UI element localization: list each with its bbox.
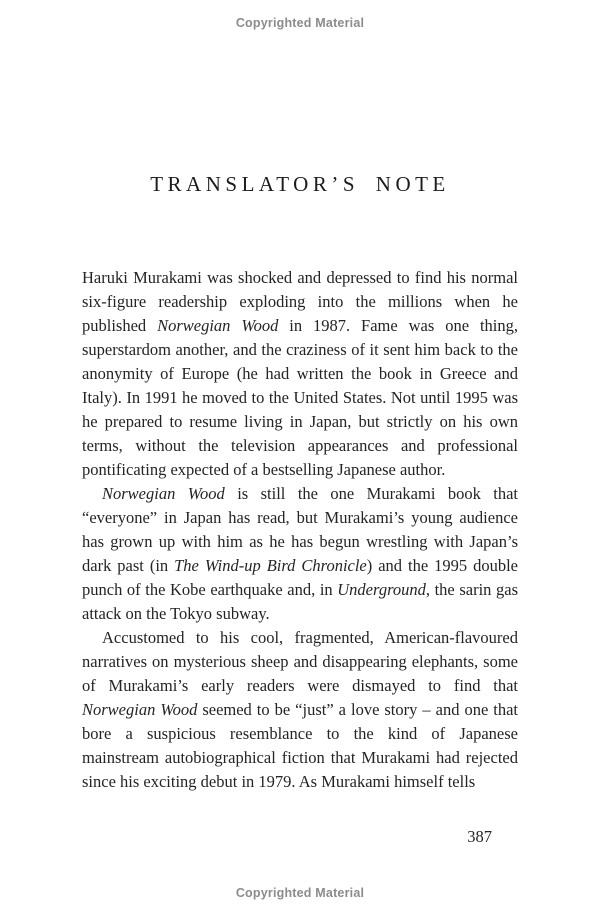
book-title-italic: Norwegian Wood xyxy=(82,700,198,719)
text-run: ) and the 1995 double punch of the Kobe earthquake and, in xyxy=(82,556,518,599)
text-run: seemed to be “just” a love story – and one that bore a suspicious resemblance to the kind of Japanese mainstream autobiographical fiction that Murakami had rejected since his exciting debut in 1979. As Murakami himself tells xyxy=(82,700,518,791)
text-run: , the sarin gas attack on the Tokyo subway. xyxy=(82,580,518,623)
text-run: is still the one Murakami book that “everyone” in Japan has read, but Murakami’s young audience has grown up with him as he has begun wrestling with Japan’s dark past (in xyxy=(82,484,519,575)
paragraph xyxy=(82,626,518,794)
book-title-italic: Underground xyxy=(337,580,426,599)
paragraph xyxy=(82,266,518,482)
text-run: in 1987. Fame was one thing, superstardom another, and the craziness of it sent him back to the anonymity of Europe (he had written the book in Greece and Italy). In 1991 he moved to the United States. Not until 1995 was he prepared to resume living in Japan, but strictly on his own terms, without the television appearances and professional pontificating expected of a bestselling Japanese author. xyxy=(82,316,518,479)
body-paragraphs xyxy=(82,266,518,794)
book-title-italic: The Wind-up Bird Chronicle xyxy=(174,556,367,575)
paragraph xyxy=(82,482,518,626)
book-title-italic: Norwegian Wood xyxy=(157,316,279,335)
text-run: Accustomed to his cool, fragmented, American-flavoured narratives on mysterious sheep and disappearing elephants, some of Murakami’s early readers were dismayed to find that xyxy=(82,628,518,695)
chapter-title: TRANSLATOR’S NOTE xyxy=(150,172,450,196)
copyright-notice-top: Copyrighted Material xyxy=(235,16,365,30)
text-run: Haruki Murakami was shocked and depressed to find his normal six-figure readership exploding into the millions when he published xyxy=(82,268,518,335)
book-title-italic: Norwegian Wood xyxy=(102,484,225,503)
page-number: 387 xyxy=(467,827,492,846)
copyright-notice-bottom: Copyrighted Material xyxy=(235,886,365,900)
